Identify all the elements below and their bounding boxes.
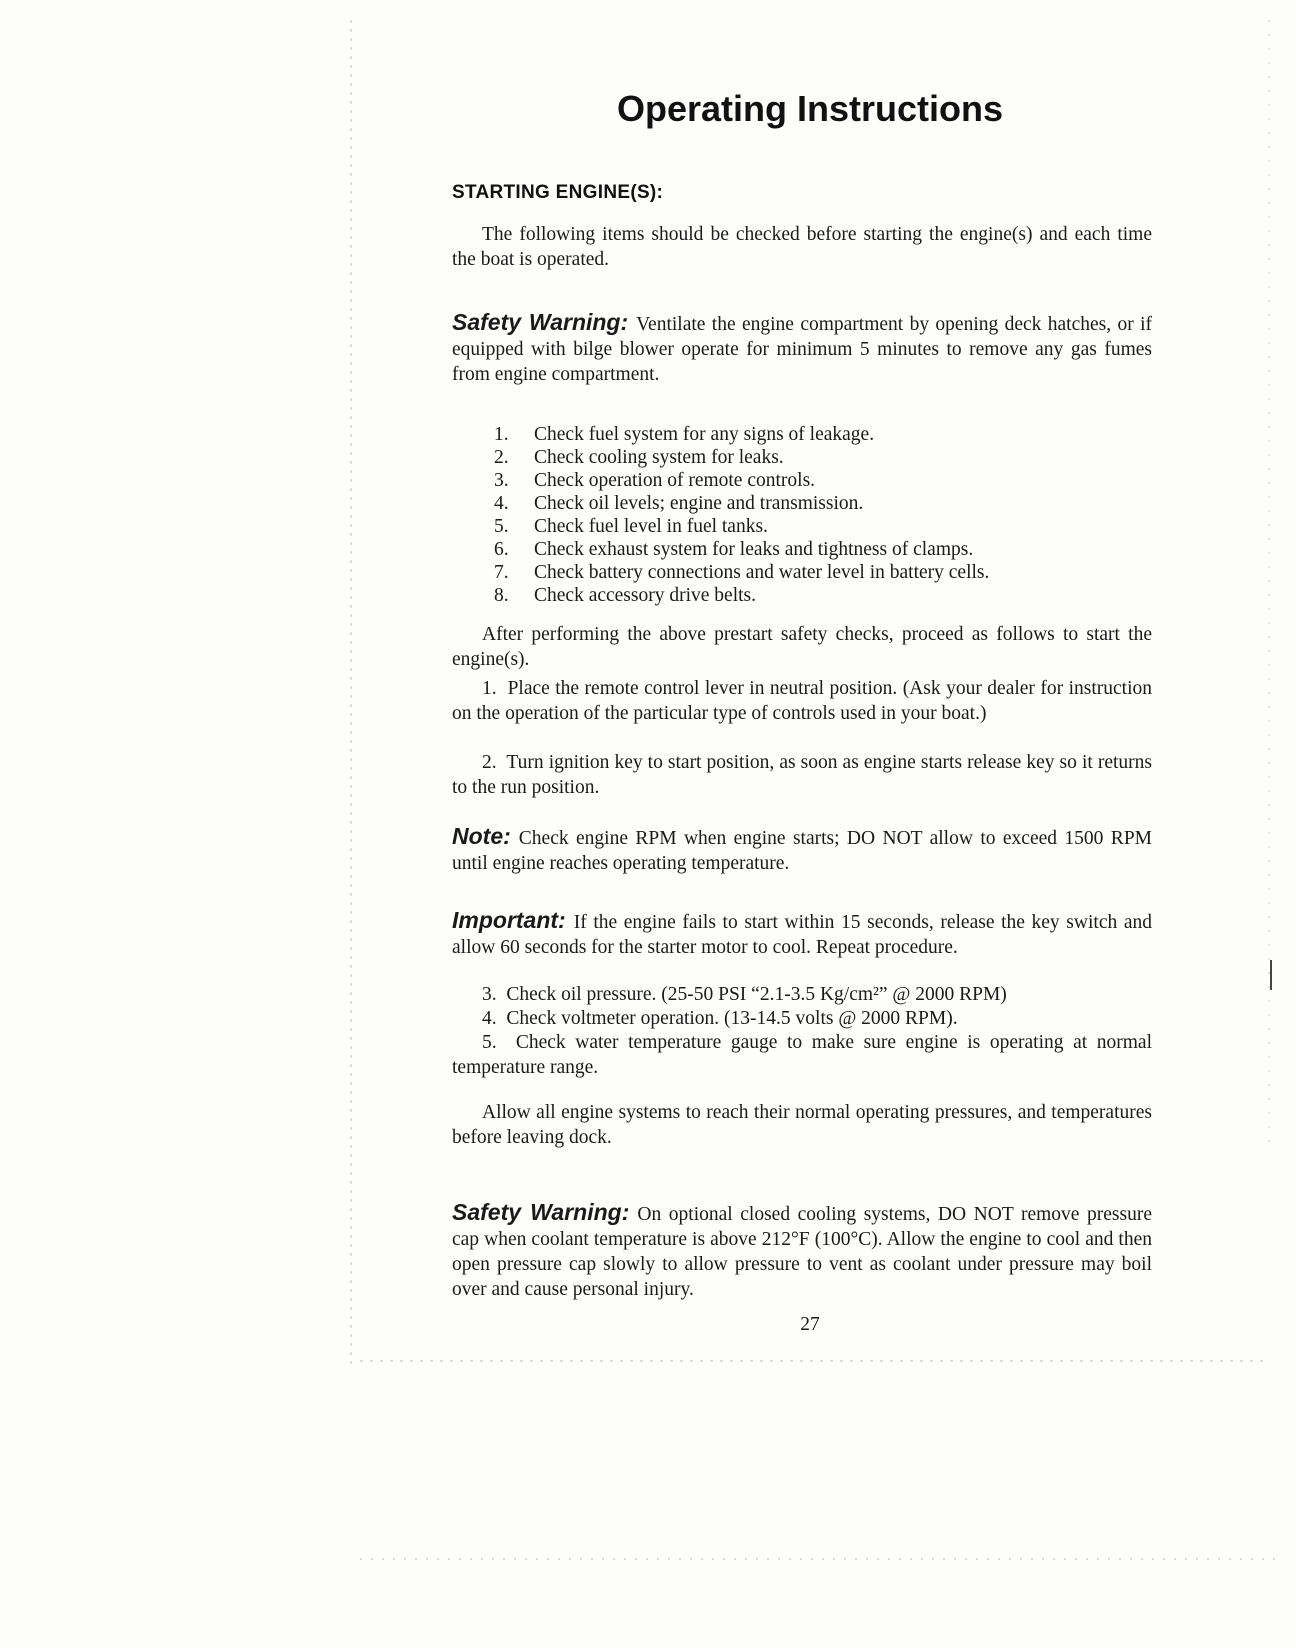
list-item: 7. Check battery connections and water level in battery cells. [494, 562, 990, 583]
list-item: 5. Check fuel level in fuel tanks. [494, 516, 768, 537]
scan-edge-bottom [360, 1360, 1270, 1362]
safety-warning-2-text: On optional closed cooling systems, DO NOT remove pressure cap when coolant temperature is above 212°F (100°C). Allow the engine to cool and then open pressure cap slowly to allow pressure to vent as coolant under pressure may boil over and cause personal injury. [452, 1204, 1152, 1300]
section-heading: STARTING ENGINE(S): [452, 182, 664, 203]
list-item: 1. Check fuel system for any signs of leakage. [494, 424, 875, 445]
scan-mark [1270, 960, 1272, 990]
important-label: Important: [452, 907, 566, 933]
page-title: Operating Instructions [616, 88, 1004, 129]
list-item: 3. Check operation of remote controls. [494, 470, 816, 491]
list-item: 6. Check exhaust system for leaks and tightness of clamps. [494, 539, 974, 560]
list-item: 8. Check accessory drive belts. [494, 585, 757, 606]
safety-warning-1-label: Safety Warning: [452, 309, 629, 335]
note-label: Note: [452, 823, 511, 849]
start-step-3: 3. Check oil pressure. (25-50 PSI “2.1-3.5 Kg/cm²” @ 2000 RPM) [482, 984, 1007, 1005]
safety-warning-1 [452, 310, 1152, 387]
safety-warning-2-label: Safety Warning: [452, 1199, 630, 1225]
page-number: 27 [800, 1314, 820, 1335]
safety-warning-1-text: Ventilate the engine compartment by opening deck hatches, or if equipped with bilge blower operate for minimum 5 minutes to remove any gas fumes from engine compartment. [452, 314, 1152, 385]
intro-paragraph: The following items should be checked before starting the engine(s) and each time the boat is operated. [452, 224, 1152, 270]
note-text: Check engine RPM when engine starts; DO NOT allow to exceed 1500 RPM until engine reaches operating temperature. [452, 828, 1152, 874]
list-item: 4. Check oil levels; engine and transmission. [494, 493, 864, 514]
safety-warning-2 [452, 1200, 1152, 1302]
start-step-5: 5. Check water temperature gauge to make sure engine is operating at normal temperature range. [452, 1032, 1153, 1078]
note-block [452, 824, 1152, 876]
important-text: If the engine fails to start within 15 seconds, release the key switch and allow 60 seconds for the starter motor to cool. Repeat procedure. [452, 912, 1152, 958]
allow-systems-paragraph: Allow all engine systems to reach their normal operating pressures, and temperatures before leaving dock. [452, 1102, 1152, 1148]
scan-edge-left [350, 20, 352, 1370]
list-item: 2. Check cooling system for leaks. [494, 447, 784, 468]
prestart-checklist [494, 423, 1154, 607]
start-step-4: 4. Check voltmeter operation. (13-14.5 volts @ 2000 RPM). [482, 1008, 958, 1029]
start-step-2: 2. Turn ignition key to start position, as soon as engine starts release key so it returns to the run position. [452, 752, 1152, 798]
scan-edge-bottom-lower [360, 1558, 1280, 1560]
important-block [452, 908, 1152, 960]
start-step-1: 1. Place the remote control lever in neutral position. (Ask your dealer for instruction on the operation of the particular type of controls used in your boat.) [452, 678, 1152, 724]
after-checks-paragraph: After performing the above prestart safety checks, proceed as follows to start the engine(s). [452, 624, 1152, 670]
